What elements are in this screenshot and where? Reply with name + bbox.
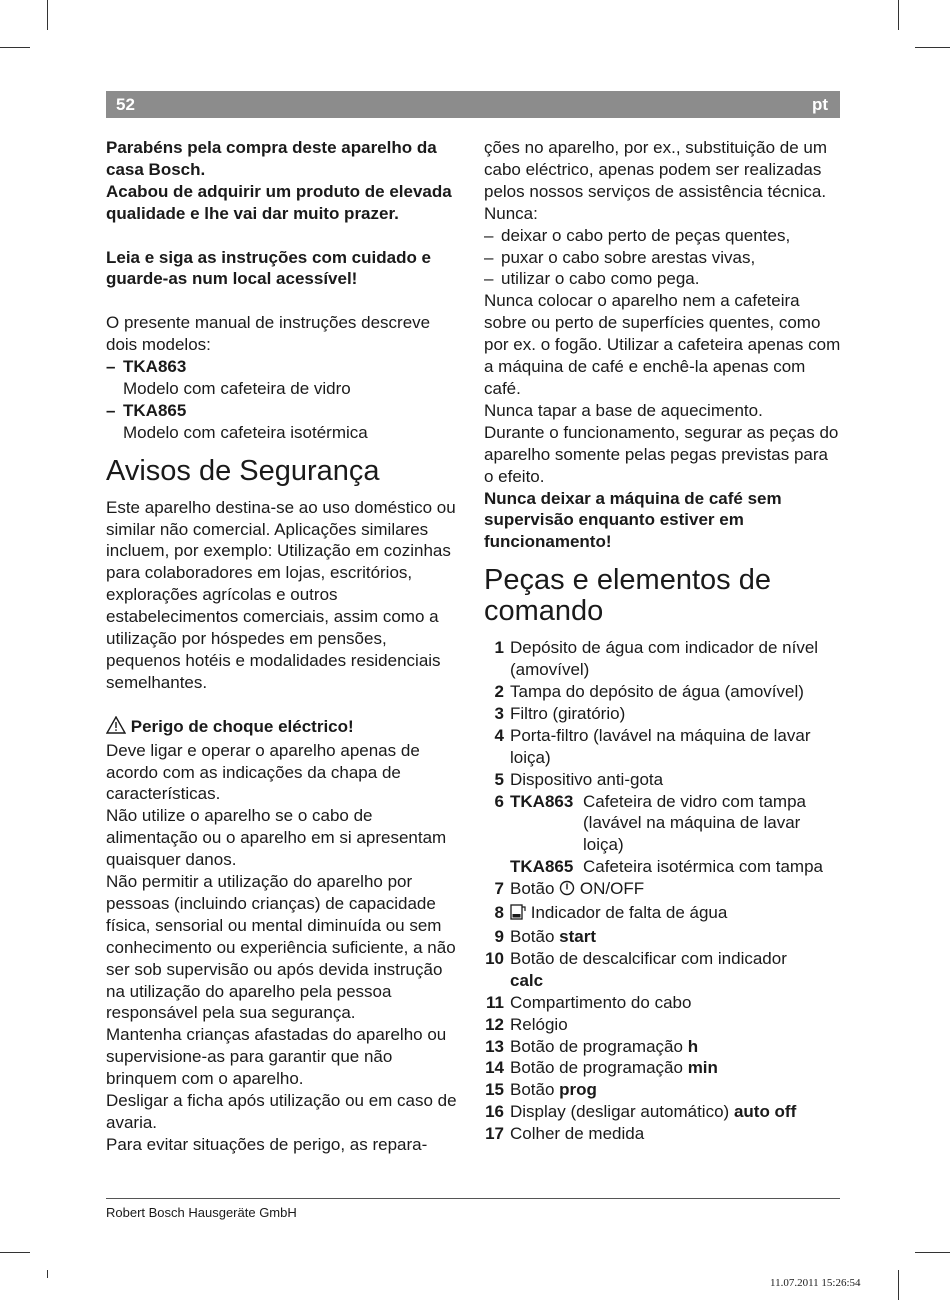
intro-congrats: Parabéns pela compra deste aparelho da casa Bosch. [106, 138, 437, 179]
item-number: 12 [485, 1014, 504, 1034]
item-text: Botão [510, 927, 555, 946]
never-item: – puxar o cabo sobre arestas vivas, [484, 247, 842, 269]
list-item [484, 725, 842, 769]
list-item [484, 948, 842, 992]
list-item [484, 769, 842, 791]
model-tka865: – TKA865 [106, 400, 464, 422]
crop-mark [0, 1252, 30, 1253]
item-text: Porta-filtro (lavável na máquina de lavar loiça) [510, 725, 811, 767]
safety-heading: Avisos de Segurança [106, 454, 380, 487]
repair-continuation: ções no aparelho, por ex., substituição de um cabo eléctrico, apenas podem ser realizadas pelos nossos serviços de assistência técnica. [484, 138, 828, 201]
list-item [484, 703, 842, 725]
supervision-warning: Nunca deixar a máquina de café sem supervisão enquanto estiver em funcionamento! [484, 488, 782, 552]
item-number: 15 [485, 1080, 504, 1100]
warning-triangle-icon [106, 716, 126, 740]
item-number: 8 [494, 903, 504, 923]
item-text: Botão [510, 879, 555, 899]
warning-title-text: Perigo de choque eléctrico! [130, 716, 354, 736]
item-text: Relógio [510, 1014, 568, 1034]
parts-list [484, 637, 842, 1145]
footer-divider [106, 1198, 840, 1199]
item-text: ON/OFF [579, 879, 645, 899]
language-code: pt [811, 95, 828, 114]
warning-paragraph: Deve ligar e operar o aparelho apenas de acordo com as indicações da chapa de características. [106, 740, 420, 804]
item-number: 9 [494, 927, 504, 946]
item-text: Botão de programação [510, 1036, 683, 1056]
safety-paragraph: Durante o funcionamento, segurar as peças do aparelho somente pelas pegas previstas para o efeito. [484, 422, 839, 486]
item-number: 3 [494, 703, 504, 723]
model-tka863-desc: Modelo com cafeteira de vidro [123, 378, 351, 398]
safety-paragraph: Nunca colocar o aparelho nem a cafeteira sobre ou perto de superfícies quentes, como por ex. o fogão. Utilizar a cafeteira apenas com a máquina de café e enchê-la apenas com café. [484, 291, 841, 398]
left-column [106, 137, 464, 1156]
item-text: Indicador de falta de água [530, 903, 728, 923]
item-label-bold: prog [559, 1080, 597, 1100]
crop-mark [47, 1270, 48, 1278]
warning-paragraph: Para evitar situações de perigo, as repara- [106, 1134, 428, 1154]
item-label-bold: min [687, 1058, 718, 1078]
print-timestamp: 11.07.2011 15:26:54 [770, 1277, 861, 1289]
list-item [484, 1036, 842, 1058]
crop-mark [898, 1270, 899, 1300]
list-item [484, 1123, 842, 1145]
item-text: Compartimento do cabo [510, 992, 692, 1012]
item-label-bold: start [559, 927, 597, 946]
water-tank-icon [510, 903, 526, 926]
item-text: Dispositivo anti-gota [510, 769, 664, 789]
list-item [484, 637, 842, 681]
model-tka863: – TKA863 [106, 356, 464, 378]
never-label: Nunca: [484, 203, 538, 223]
item-number: 13 [485, 1036, 504, 1056]
safety-paragraph: Este aparelho destina-se ao uso doméstico ou similar não comercial. Aplicações similares incluem, por exemplo: Utilização em cozinhas para colaboradores em lojas, escritórios, explorações agrícolas e outros estabelecimentos comerciais, assim como a utilização por hóspedes em pensões, pequenos hotéis e modalidades residenciais semelhantes. [106, 497, 456, 692]
safety-paragraph: Nunca tapar a base de aquecimento. [484, 400, 763, 420]
right-column [484, 137, 842, 1145]
list-item [484, 902, 842, 926]
item-number: 2 [494, 682, 504, 702]
intro-read-instructions: Leia e siga as instruções com cuidado e guarde-as num local acessível! [106, 247, 432, 289]
page-header [106, 91, 840, 118]
model-name: TKA865 [510, 857, 574, 877]
crop-mark [0, 47, 30, 48]
model-tka865-desc: Modelo com cafeteira isotérmica [123, 422, 368, 442]
list-item [484, 926, 842, 948]
list-item [484, 1057, 842, 1079]
item-number: 6 [494, 791, 504, 811]
item-number: 11 [486, 992, 504, 1012]
list-item [484, 1079, 842, 1101]
item-text: Depósito de água com indicador de nível (amovível) [510, 638, 819, 680]
page-number: 52 [116, 95, 135, 114]
power-icon [559, 880, 575, 902]
item-number: 14 [485, 1058, 504, 1078]
intro-quality: Acabou de adquirir um produto de elevada qualidade e lhe vai dar muito prazer. [106, 181, 452, 223]
list-item [484, 1101, 842, 1123]
warning-paragraph: Não permitir a utilização do aparelho por pessoas (incluindo crianças) de capacidade física, sensorial ou mental diminuída ou sem conhecimento ou experiência suficiente, a não ser sob supervisão ou após devida instrução na utilização do aparelho pela pessoa responsável pela sua segurança. [106, 872, 456, 1023]
warning-paragraph: Desligar a ficha após utilização ou em caso de avaria. [106, 1091, 457, 1133]
item-text: Cafeteira isotérmica com tampa [583, 857, 823, 877]
item-number: 10 [485, 948, 504, 968]
warning-title [106, 716, 464, 740]
item-number: 4 [494, 725, 504, 745]
item-number: 7 [494, 879, 504, 899]
item-text: Botão de descalcificar com indicador [510, 948, 787, 968]
warning-paragraph: Não utilize o aparelho se o cabo de alimentação ou o aparelho em si apresentam quaisquer danos. [106, 806, 447, 870]
crop-mark [898, 0, 899, 30]
item-text: Display (desligar automático) [510, 1102, 730, 1122]
list-item [484, 681, 842, 703]
models-intro: O presente manual de instruções descreve dois modelos: [106, 313, 431, 355]
item-text: Colher de medida [510, 1124, 645, 1144]
item-text: Tampa do depósito de água (amovível) [510, 682, 804, 702]
item-number: 17 [485, 1124, 504, 1144]
item-text: Botão [510, 1080, 555, 1100]
list-item [484, 992, 842, 1014]
item-label-bold: calc [510, 970, 544, 990]
item-number: 5 [494, 769, 504, 789]
never-item: – utilizar o cabo como pega. [484, 268, 842, 290]
item-number: 1 [494, 638, 504, 658]
model-name: TKA863 [510, 791, 574, 811]
never-item: – deixar o cabo perto de peças quentes, [484, 225, 842, 247]
list-item [484, 1014, 842, 1036]
list-item [484, 791, 842, 879]
parts-heading: Peças e elementos de comando [484, 564, 771, 628]
crop-mark [915, 1252, 950, 1253]
crop-mark [47, 0, 48, 30]
footer-company: Robert Bosch Hausgeräte GmbH [106, 1205, 297, 1220]
list-item [484, 878, 842, 902]
item-label-bold: h [687, 1036, 699, 1056]
item-number: 16 [485, 1102, 504, 1122]
item-text: Botão de programação [510, 1058, 683, 1078]
item-text: Cafeteira de vidro com tampa (lavável na máquina de lavar loiça) [583, 791, 806, 855]
item-label-bold: auto off [733, 1102, 797, 1122]
warning-paragraph: Mantenha crianças afastadas do aparelho ou supervisione-as para garantir que não brinquem com o aparelho. [106, 1025, 447, 1089]
crop-mark [915, 47, 950, 48]
item-text: Filtro (giratório) [510, 703, 626, 723]
